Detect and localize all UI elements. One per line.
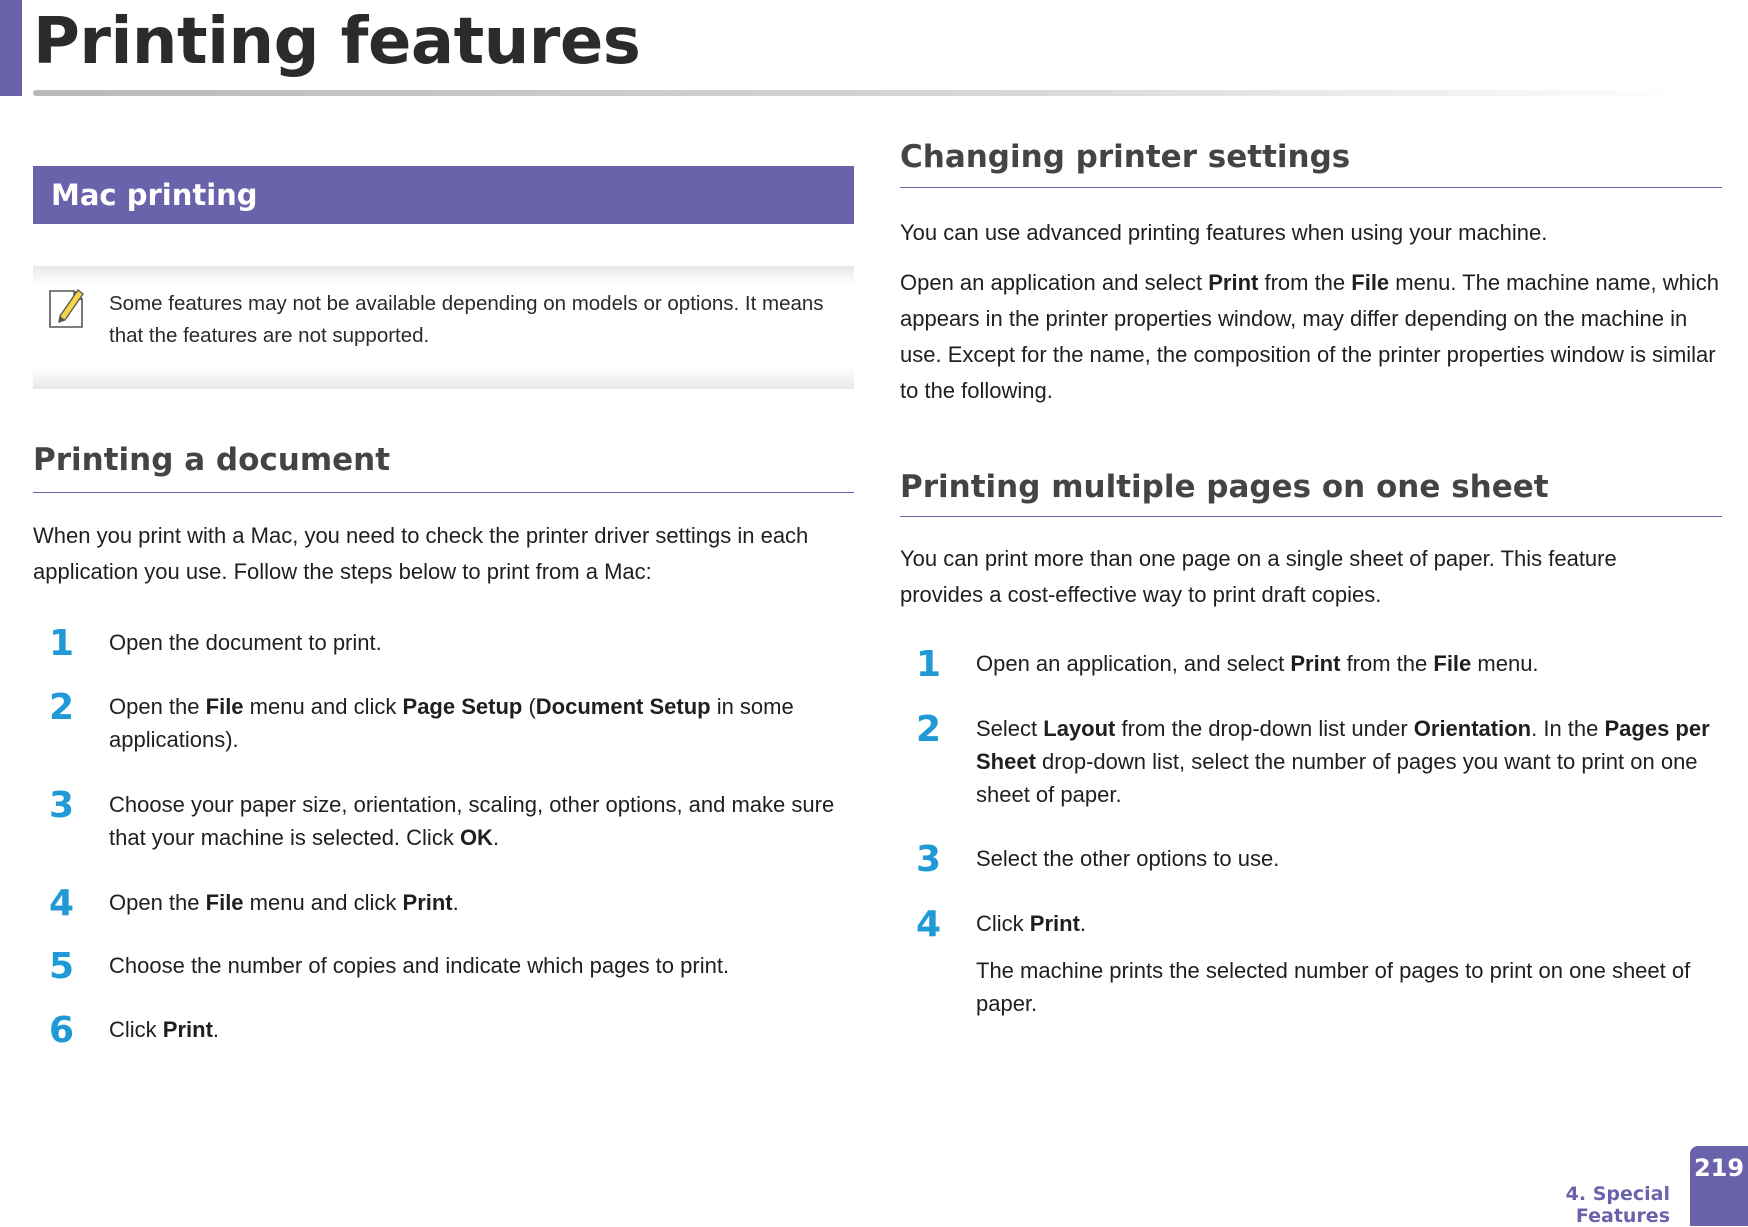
note-text: Some features may not be available depending on models or options. It means that the features are not supported.	[109, 292, 824, 347]
step-number: 1	[49, 623, 75, 664]
heading-changing-printer-settings: Changing printer settings	[900, 139, 1351, 175]
step-number: 4	[916, 904, 942, 945]
text-run: Open the	[109, 890, 206, 915]
heading-rule	[33, 492, 854, 493]
text-run: menu.	[1471, 651, 1539, 676]
paragraph-open-application	[900, 265, 1722, 409]
bold-term: Pages per Sheet	[976, 716, 1710, 774]
title-accent-bar	[0, 0, 22, 96]
step-number: 6	[49, 1010, 75, 1051]
bold-term: File	[1351, 270, 1390, 295]
note-box	[33, 266, 854, 389]
text-run: Open an application and select	[900, 270, 1209, 295]
page-number-badge	[1690, 1146, 1748, 1226]
step-text	[976, 647, 1722, 680]
text-run: Open the	[109, 694, 206, 719]
step-text	[109, 1013, 849, 1046]
text-run: .	[452, 890, 459, 915]
bold-term: Document Setup	[535, 694, 711, 719]
step-number: 3	[916, 839, 942, 880]
section-banner-title: Mac printing	[51, 178, 258, 212]
text-run: .	[492, 825, 500, 850]
title-rule	[33, 90, 1693, 96]
text-run: . In the	[1531, 716, 1605, 741]
step-text	[109, 690, 849, 756]
text-run: in some applications).	[109, 694, 794, 752]
footer-section-label: 4. Special Features	[1565, 1183, 1670, 1227]
step-text	[976, 842, 1722, 875]
step-text	[109, 626, 849, 659]
step-text	[109, 949, 849, 982]
step-number: 4	[49, 883, 75, 924]
text-run: Click	[976, 911, 1030, 936]
text-run: (	[522, 694, 536, 719]
heading-rule	[900, 187, 1722, 188]
text-run: Click	[109, 1017, 163, 1042]
step-text	[976, 907, 1722, 940]
text-run: .	[212, 1017, 220, 1042]
step-4-result: The machine prints the selected number of pages to print on one sheet of paper.	[976, 958, 1691, 1016]
text-run: Choose your paper size, orientation, scaling, other options, and make sure that your machine is selected. Click	[109, 792, 835, 850]
text-run: Choose the number of copies and indicate which pages to print.	[109, 953, 730, 978]
step-number: 5	[49, 946, 75, 987]
step-text	[976, 712, 1722, 811]
page-number: 219	[1693, 1154, 1745, 1182]
step-number: 2	[49, 687, 75, 728]
page-title: Printing features	[33, 5, 641, 79]
step-text	[109, 886, 849, 919]
text-run: Select	[976, 716, 1044, 741]
step-text	[109, 788, 849, 854]
paragraph-advanced-features: You can use advanced printing features when using your machine.	[900, 220, 1548, 245]
bold-term: Print	[402, 890, 453, 915]
text-run: drop-down list, select the number of pages you want to print on one sheet of paper.	[976, 749, 1698, 807]
step-number: 1	[916, 644, 942, 685]
text-run: Open the document to print.	[109, 630, 382, 655]
text-run: Select the other options to use.	[976, 846, 1280, 871]
text-run: menu and click	[243, 694, 403, 719]
bold-term: Orientation	[1413, 716, 1532, 741]
text-run: from the	[1340, 651, 1434, 676]
bold-term: OK	[459, 825, 493, 850]
text-run: from the	[1258, 270, 1352, 295]
bold-term: File	[205, 694, 244, 719]
bold-term: Print	[162, 1017, 213, 1042]
bold-term: Page Setup	[402, 694, 523, 719]
bold-term: Print	[1290, 651, 1341, 676]
text-run: menu and click	[243, 890, 403, 915]
heading-rule	[900, 516, 1722, 517]
paragraph-multiple-pages-intro: You can print more than one page on a single sheet of paper. This feature provides a cost-effective way to print draft copies.	[900, 546, 1617, 607]
heading-printing-multiple-pages: Printing multiple pages on one sheet	[900, 469, 1549, 505]
bold-term: Layout	[1043, 716, 1116, 741]
text-run: from the drop-down list under	[1115, 716, 1414, 741]
step-number: 2	[916, 709, 942, 750]
intro-paragraph: When you print with a Mac, you need to check the printer driver settings in each application you use. Follow the steps below to print from a Mac:	[33, 523, 809, 584]
text-run: Open an application, and select	[976, 651, 1291, 676]
text-run: .	[1079, 911, 1087, 936]
section-banner	[33, 166, 854, 224]
step-number: 3	[49, 785, 75, 826]
text-run: menu. The machine name, which appears in the printer properties window, may differ depending on the machine in use. Except for the name, the composition of the printer properties window is similar to the following.	[900, 270, 1719, 403]
bold-term: Print	[1208, 270, 1259, 295]
bold-term: File	[205, 890, 244, 915]
bold-term: File	[1433, 651, 1472, 676]
heading-printing-a-document: Printing a document	[33, 442, 391, 478]
note-pencil-icon	[47, 286, 87, 330]
bold-term: Print	[1029, 911, 1080, 936]
